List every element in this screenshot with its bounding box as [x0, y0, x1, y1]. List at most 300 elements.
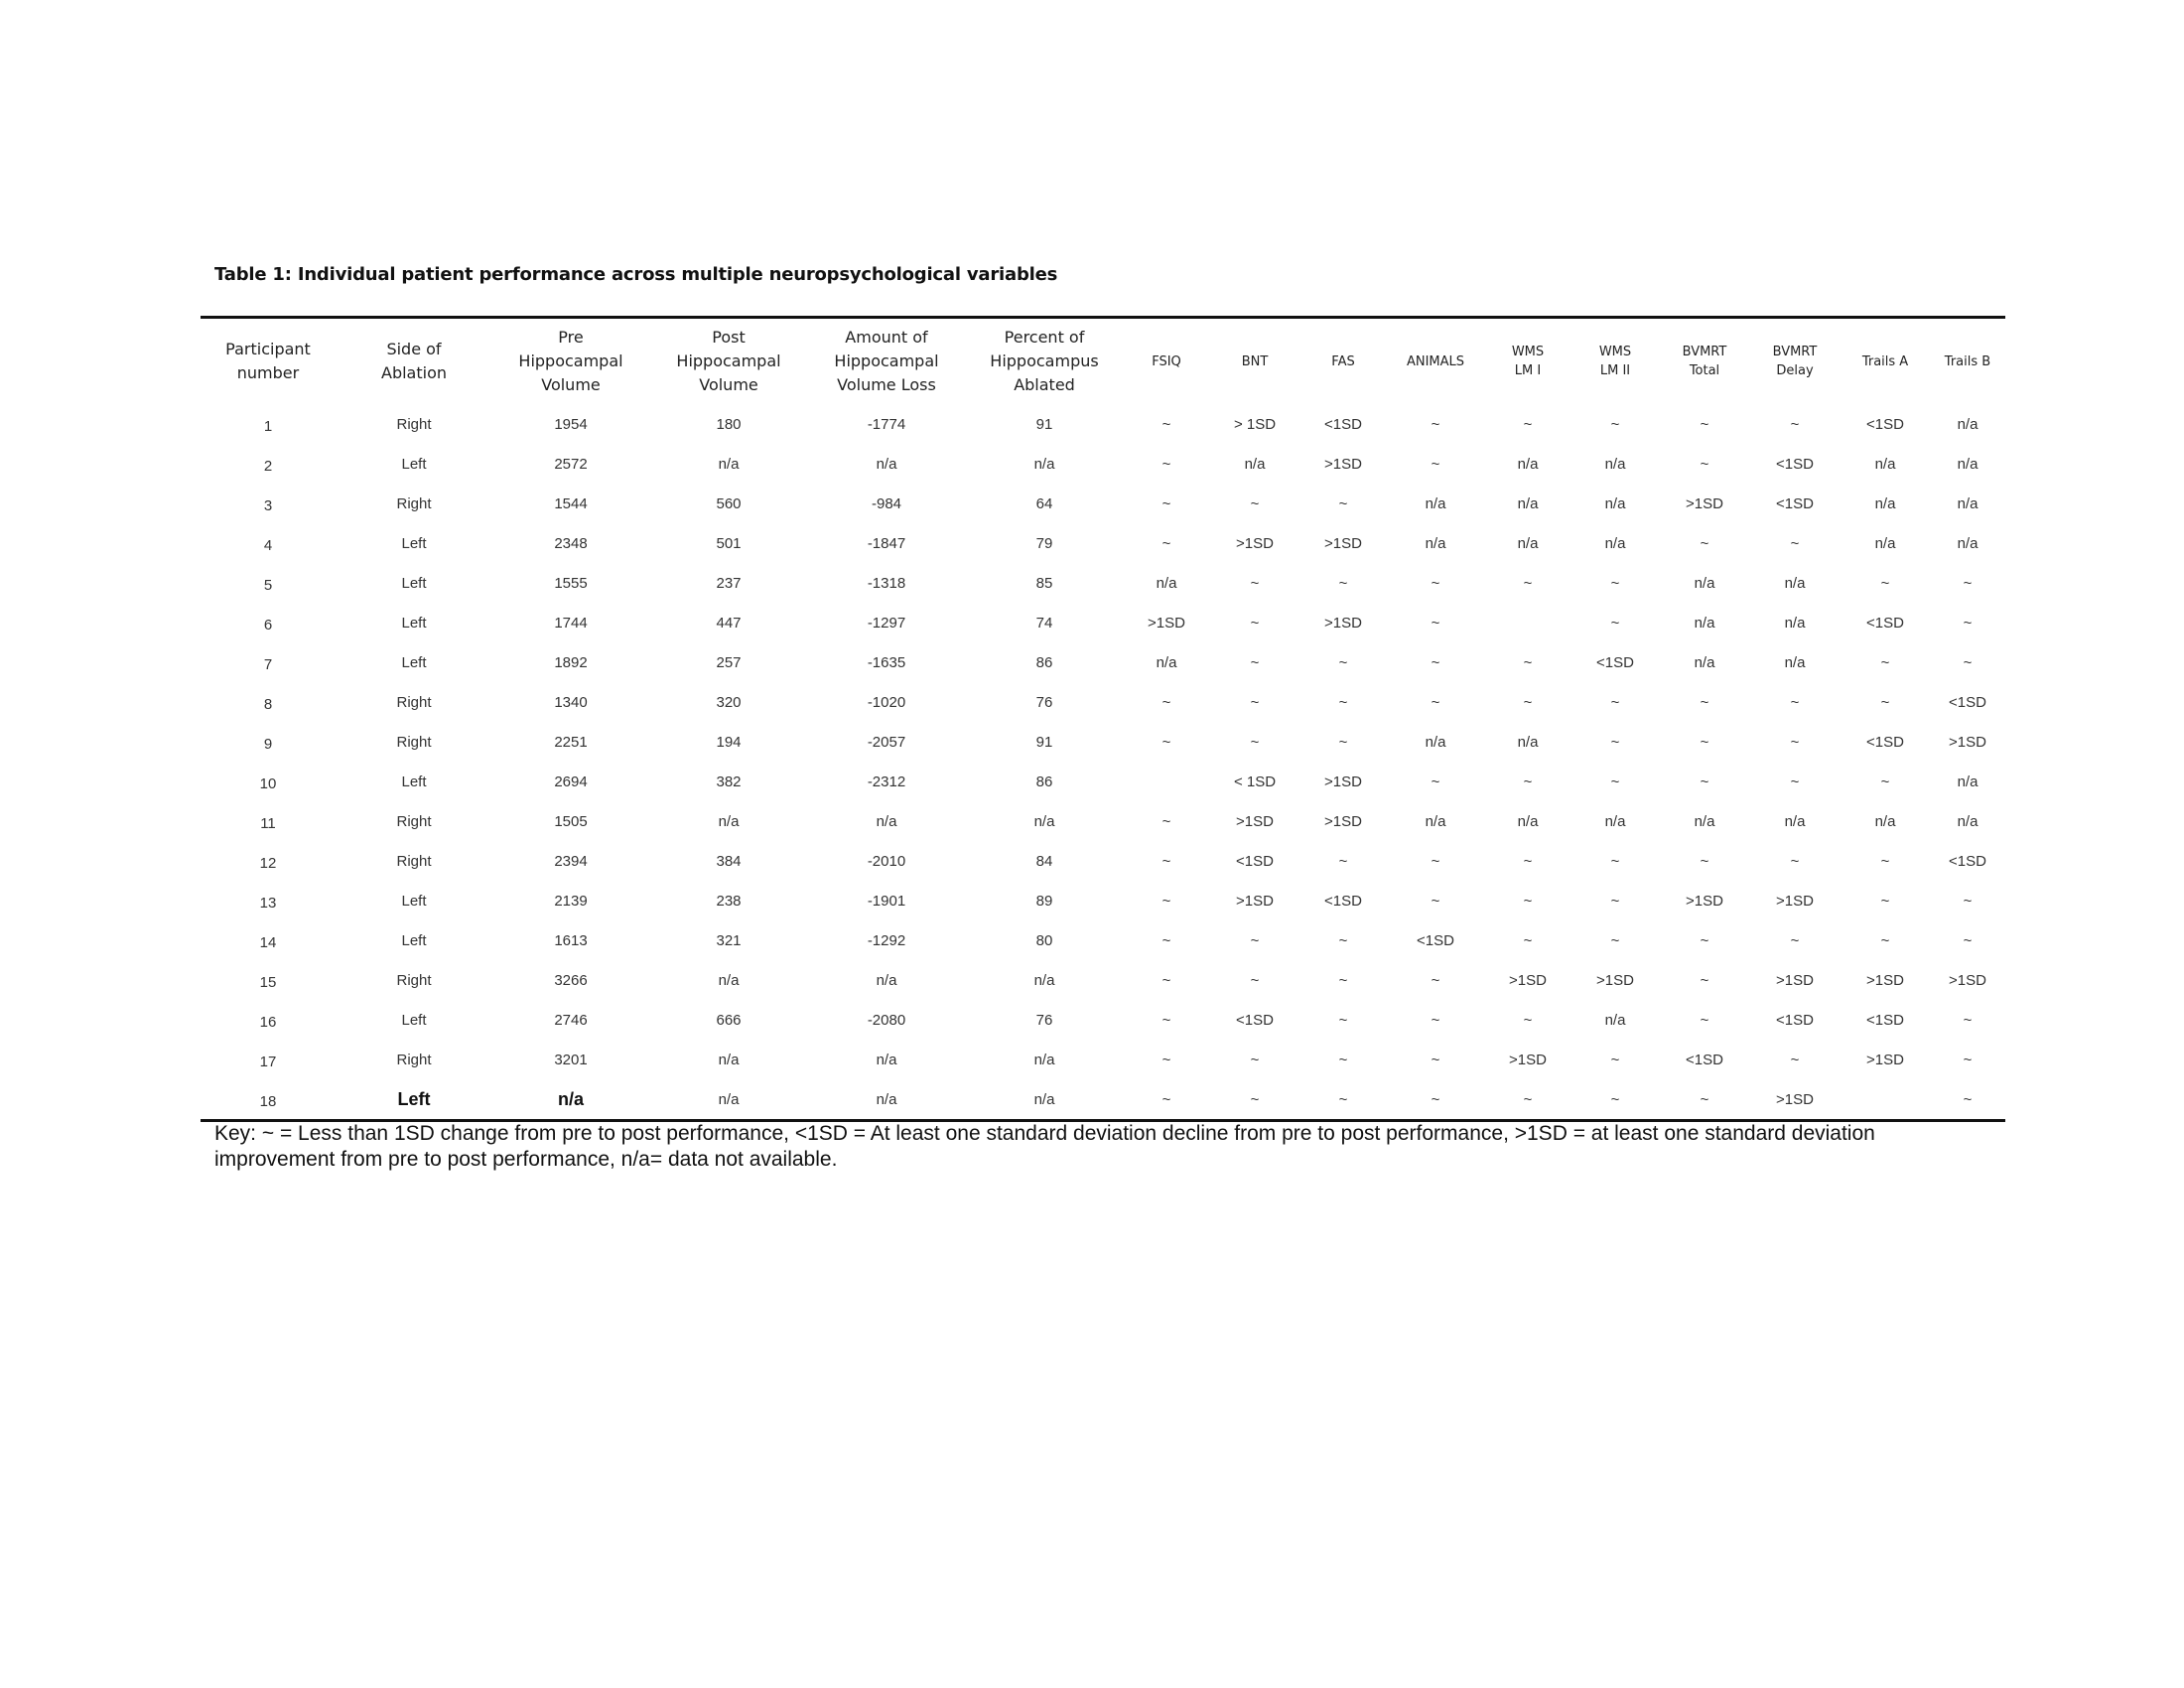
- column-header: BVMRT Delay: [1772, 345, 1818, 378]
- table-cell: -2010: [867, 852, 906, 870]
- table-row: [201, 563, 2005, 603]
- column-header: Pre Hippocampal Volume: [518, 328, 623, 394]
- table-cell: 3: [263, 496, 273, 514]
- table-cell: n/a: [1517, 494, 1539, 512]
- column-header: Trails B: [1944, 353, 1991, 369]
- table-cell: ~: [1161, 733, 1171, 751]
- table-cell: ~: [1431, 1090, 1440, 1108]
- table-cell: n/a: [1874, 494, 1896, 512]
- table-cell: >1SD: [1324, 812, 1362, 830]
- table-cell: <1SD: [1866, 733, 1904, 751]
- table-cell: 2694: [554, 773, 588, 790]
- table-row: [201, 682, 2005, 722]
- table-cell: <1SD: [1596, 653, 1634, 671]
- table-cell: n/a: [1957, 455, 1979, 473]
- table-cell: >1SD: [1236, 534, 1274, 552]
- table-cell: ~: [1161, 534, 1171, 552]
- column-header: FAS: [1331, 353, 1355, 369]
- table-cell: Left: [401, 1011, 427, 1029]
- table-cell: -1318: [867, 574, 906, 592]
- table-cell: n/a: [718, 971, 740, 989]
- table-cell: >1SD: [1324, 773, 1362, 790]
- table-cell: 84: [1035, 852, 1053, 870]
- table-cell: 382: [716, 773, 742, 790]
- column-header: FSIQ: [1152, 353, 1181, 369]
- table-cell: n/a: [1604, 534, 1626, 552]
- table-cell: ~: [1610, 852, 1620, 870]
- table-cell: 2: [263, 457, 273, 475]
- table-cell: ~: [1161, 494, 1171, 512]
- table-cell: ~: [1700, 1011, 1709, 1029]
- table-cell: ~: [1250, 1090, 1260, 1108]
- table-cell: n/a: [1517, 812, 1539, 830]
- table-cell: n/a: [1784, 574, 1806, 592]
- table-cell: ~: [1880, 653, 1890, 671]
- column-header: Percent of Hippocampus Ablated: [990, 328, 1099, 394]
- table-cell: ~: [1431, 773, 1440, 790]
- table-cell: >1SD: [1324, 614, 1362, 632]
- table-cell: 12: [259, 854, 277, 872]
- table-cell: 91: [1035, 733, 1053, 751]
- table-cell: ~: [1610, 931, 1620, 949]
- table-row: [201, 881, 2005, 920]
- table-row: [201, 1040, 2005, 1079]
- table-cell: Right: [396, 971, 432, 989]
- table-cell: -2312: [867, 773, 906, 790]
- table-cell: 560: [716, 494, 742, 512]
- table-cell: ~: [1250, 1051, 1260, 1068]
- table-cell: ~: [1610, 415, 1620, 433]
- table-cell: ~: [1700, 455, 1709, 473]
- table-cell: n/a: [1156, 653, 1177, 671]
- table-cell: n/a: [876, 1051, 897, 1068]
- table-row: [201, 603, 2005, 642]
- table-cell: Right: [396, 733, 432, 751]
- table-cell: ~: [1338, 494, 1348, 512]
- table-cell: n/a: [1957, 534, 1979, 552]
- table-cell: n/a: [876, 455, 897, 473]
- table-cell: 447: [716, 614, 742, 632]
- table-cell: n/a: [1033, 1051, 1055, 1068]
- table-cell: n/a: [1604, 1011, 1626, 1029]
- table-cell: >1SD: [1866, 1051, 1904, 1068]
- table-cell: -984: [871, 494, 902, 512]
- table-body: [201, 404, 2005, 1119]
- table-cell: ~: [1610, 773, 1620, 790]
- table-cell: ~: [1963, 1051, 1973, 1068]
- table-cell: n/a: [1517, 455, 1539, 473]
- table-cell: 384: [716, 852, 742, 870]
- table-cell: n/a: [1784, 653, 1806, 671]
- table-cell: n/a: [1694, 812, 1715, 830]
- table-cell: -1847: [867, 534, 906, 552]
- table-cell: ~: [1963, 614, 1973, 632]
- table-cell: -1635: [867, 653, 906, 671]
- table-row: [201, 801, 2005, 841]
- table-cell: ~: [1523, 892, 1533, 910]
- table-cell: ~: [1610, 892, 1620, 910]
- table-cell: ~: [1963, 653, 1973, 671]
- column-header: WMS LM I: [1511, 345, 1545, 378]
- table-cell: 1744: [554, 614, 588, 632]
- table-cell: Left: [401, 653, 427, 671]
- table-cell: ~: [1161, 693, 1171, 711]
- table-cell: ~: [1880, 931, 1890, 949]
- table-cell: ~: [1790, 733, 1800, 751]
- table-cell: ~: [1610, 574, 1620, 592]
- table-cell: ~: [1250, 733, 1260, 751]
- table-cell: 64: [1035, 494, 1053, 512]
- table-cell: [1124, 762, 1209, 801]
- table-header-row: [201, 319, 2005, 404]
- table-cell: ~: [1338, 931, 1348, 949]
- table-cell: ~: [1161, 1011, 1171, 1029]
- table-cell: 86: [1035, 653, 1053, 671]
- table-cell: ~: [1161, 455, 1171, 473]
- table-cell: >1SD: [1776, 1090, 1814, 1108]
- table-cell: n/a: [1033, 455, 1055, 473]
- table-cell: 3201: [554, 1051, 588, 1068]
- table-cell: n/a: [1957, 812, 1979, 830]
- table-cell: 16: [259, 1013, 277, 1031]
- table-cell: 2746: [554, 1011, 588, 1029]
- table-cell: n/a: [1156, 574, 1177, 592]
- table-cell: 194: [716, 733, 742, 751]
- table-cell: >1SD: [1949, 971, 1986, 989]
- table-cell: 8: [263, 695, 273, 713]
- table-cell: 14: [259, 933, 277, 951]
- table-cell: n/a: [876, 971, 897, 989]
- table-cell: n/a: [1784, 614, 1806, 632]
- table-cell: Right: [396, 494, 432, 512]
- table-cell: 15: [259, 973, 277, 991]
- table-cell: n/a: [1244, 455, 1266, 473]
- table-cell: 13: [259, 894, 277, 912]
- column-header: Side of Ablation: [381, 340, 447, 382]
- table-cell: n/a: [1033, 971, 1055, 989]
- table-cell: n/a: [1874, 812, 1896, 830]
- table-cell: -1020: [867, 693, 906, 711]
- table-cell: -2057: [867, 733, 906, 751]
- column-header: Participant number: [225, 340, 311, 382]
- table-cell: 85: [1035, 574, 1053, 592]
- table-cell: <1SD: [1866, 614, 1904, 632]
- table-cell: ~: [1338, 1011, 1348, 1029]
- table-cell: 86: [1035, 773, 1053, 790]
- table-cell: n/a: [1784, 812, 1806, 830]
- table-cell: 1613: [554, 931, 588, 949]
- table-cell: 1892: [554, 653, 588, 671]
- table-cell: ~: [1963, 1011, 1973, 1029]
- table-cell: ~: [1161, 852, 1171, 870]
- table-cell: ~: [1700, 534, 1709, 552]
- table-cell: ~: [1161, 971, 1171, 989]
- table-cell: ~: [1790, 1051, 1800, 1068]
- table-cell: ~: [1790, 773, 1800, 790]
- table-cell: ~: [1431, 574, 1440, 592]
- table-cell: n/a: [1957, 494, 1979, 512]
- table-cell: ~: [1523, 653, 1533, 671]
- table-cell: 1: [263, 417, 273, 435]
- table-cell: n/a: [1957, 415, 1979, 433]
- table-cell: >1SD: [1949, 733, 1986, 751]
- table-cell: <1SD: [1776, 494, 1814, 512]
- table-cell: 9: [263, 735, 273, 753]
- table-cell: ~: [1250, 693, 1260, 711]
- table-cell: >1SD: [1236, 812, 1274, 830]
- table-cell: Left: [401, 534, 427, 552]
- table-cell: Right: [396, 812, 432, 830]
- table-cell: 238: [716, 892, 742, 910]
- table-cell: -2080: [867, 1011, 906, 1029]
- table-cell: ~: [1431, 892, 1440, 910]
- table-cell: 320: [716, 693, 742, 711]
- table-cell: ~: [1161, 892, 1171, 910]
- table-cell: n/a: [718, 1090, 740, 1108]
- table-cell: ~: [1431, 852, 1440, 870]
- table-cell: Left: [401, 614, 427, 632]
- table-cell: ~: [1250, 653, 1260, 671]
- table-cell: ~: [1431, 971, 1440, 989]
- table-row: [201, 523, 2005, 563]
- table-cell: Left: [401, 574, 427, 592]
- table-cell: 79: [1035, 534, 1053, 552]
- table-cell: ~: [1790, 931, 1800, 949]
- table-cell: 1555: [554, 574, 588, 592]
- table-cell: ~: [1790, 693, 1800, 711]
- table-cell: n/a: [1517, 733, 1539, 751]
- column-header: WMS LM II: [1598, 345, 1632, 378]
- table-cell: -1292: [867, 931, 906, 949]
- table-cell: ~: [1431, 653, 1440, 671]
- table-cell: ~: [1880, 574, 1890, 592]
- table-cell: ~: [1161, 415, 1171, 433]
- table-cell: <1SD: [1866, 1011, 1904, 1029]
- table-cell: 76: [1035, 693, 1053, 711]
- table-cell: ~: [1700, 415, 1709, 433]
- table-cell: >1SD: [1776, 971, 1814, 989]
- table-cell: ~: [1431, 614, 1440, 632]
- table-cell: <1SD: [1776, 1011, 1814, 1029]
- table-cell: <1SD: [1324, 892, 1362, 910]
- table-cell: Right: [396, 693, 432, 711]
- table-cell: 18: [259, 1092, 277, 1110]
- table-cell: 2394: [554, 852, 588, 870]
- table-row: [201, 642, 2005, 682]
- table-cell: n/a: [1604, 494, 1626, 512]
- table-cell: 5: [263, 576, 273, 594]
- table-cell: ~: [1523, 1090, 1533, 1108]
- table-cell: >1SD: [1686, 494, 1723, 512]
- table-cell: >1SD: [1236, 892, 1274, 910]
- table-cell: ~: [1700, 852, 1709, 870]
- column-header: Trails A: [1861, 353, 1909, 369]
- table-cell: -1297: [867, 614, 906, 632]
- table-cell: n/a: [1425, 812, 1446, 830]
- table-cell: <1SD: [1776, 455, 1814, 473]
- column-header: Post Hippocampal Volume: [676, 328, 781, 394]
- table-cell: >1SD: [1324, 534, 1362, 552]
- table-cell: n/a: [1874, 455, 1896, 473]
- table-cell: ~: [1161, 1051, 1171, 1068]
- table-cell: ~: [1523, 574, 1533, 592]
- table-cell: ~: [1523, 1011, 1533, 1029]
- column-header: ANIMALS: [1406, 353, 1465, 369]
- table-cell: ~: [1700, 971, 1709, 989]
- table-cell: ~: [1963, 892, 1973, 910]
- table-row: [201, 484, 2005, 523]
- table-cell: n/a: [718, 812, 740, 830]
- table-cell: <1SD: [1236, 852, 1274, 870]
- table-cell: >1SD: [1509, 971, 1547, 989]
- table-cell: 321: [716, 931, 742, 949]
- table-cell: ~: [1161, 1090, 1171, 1108]
- table-cell: ~: [1431, 455, 1440, 473]
- table-cell: n/a: [1694, 574, 1715, 592]
- table-cell: ~: [1338, 1090, 1348, 1108]
- table-cell: ~: [1963, 1090, 1973, 1108]
- table-cell: ~: [1963, 574, 1973, 592]
- table-cell: 74: [1035, 614, 1053, 632]
- table-cell: 2348: [554, 534, 588, 552]
- table-cell: ~: [1880, 773, 1890, 790]
- table-cell: 3266: [554, 971, 588, 989]
- table-row: [201, 841, 2005, 881]
- table-cell: -1901: [867, 892, 906, 910]
- table-cell: Left: [401, 931, 427, 949]
- table-cell: ~: [1250, 574, 1260, 592]
- table-cell: ~: [1523, 852, 1533, 870]
- table-cell: ~: [1610, 733, 1620, 751]
- table-cell: ~: [1963, 931, 1973, 949]
- table-cell: n/a: [1517, 534, 1539, 552]
- table-cell: > 1SD: [1233, 415, 1277, 433]
- table-cell: >1SD: [1324, 455, 1362, 473]
- table-cell: 2572: [554, 455, 588, 473]
- table-row: [201, 1079, 2005, 1119]
- table-cell: ~: [1610, 614, 1620, 632]
- table-key: Key: ~ = Less than 1SD change from pre to post performance, <1SD = At least one standard deviation decline from pre to post performance, >1SD = at least one standard deviation improvement from pre to post performance, n/a= data not available.: [214, 1122, 1875, 1171]
- table-cell: Left: [401, 773, 427, 790]
- table-cell: ~: [1523, 693, 1533, 711]
- table-cell: <1SD: [1417, 931, 1454, 949]
- table-cell: 666: [716, 1011, 742, 1029]
- table-cell: ~: [1790, 415, 1800, 433]
- table-cell: 237: [716, 574, 742, 592]
- table-cell: [1841, 1079, 1930, 1119]
- table-cell: ~: [1700, 931, 1709, 949]
- table-cell: ~: [1250, 614, 1260, 632]
- table-cell: 1340: [554, 693, 588, 711]
- table-cell: n/a: [1425, 733, 1446, 751]
- table-cell: ~: [1161, 931, 1171, 949]
- table-cell: <1SD: [1949, 852, 1986, 870]
- table-cell: -1774: [867, 415, 906, 433]
- table-cell: n/a: [1874, 534, 1896, 552]
- table-cell: <1SD: [1686, 1051, 1723, 1068]
- column-header: BNT: [1241, 353, 1269, 369]
- table-cell: ~: [1250, 971, 1260, 989]
- table-cell: ~: [1431, 415, 1440, 433]
- table-cell: 4: [263, 536, 273, 554]
- table-title: Table 1: Individual patient performance across multiple neuropsychological variables: [214, 264, 1058, 285]
- table-cell: n/a: [1604, 455, 1626, 473]
- table-cell: ~: [1610, 693, 1620, 711]
- table-cell: ~: [1338, 733, 1348, 751]
- table-cell: 2139: [554, 892, 588, 910]
- table-cell: 7: [263, 655, 273, 673]
- table-cell: n/a: [876, 812, 897, 830]
- table-cell: ~: [1523, 773, 1533, 790]
- table-cell: n/a: [1604, 812, 1626, 830]
- table-row: [201, 444, 2005, 484]
- table-cell: Left: [401, 892, 427, 910]
- table-cell: ~: [1700, 773, 1709, 790]
- table-cell: 2251: [554, 733, 588, 751]
- table-cell: ~: [1700, 693, 1709, 711]
- table-cell: n/a: [1425, 534, 1446, 552]
- table-cell: ~: [1880, 892, 1890, 910]
- table-row: [201, 1000, 2005, 1040]
- table-cell: Right: [396, 1051, 432, 1068]
- table-cell: <1SD: [1949, 693, 1986, 711]
- table-cell: 10: [259, 774, 277, 792]
- table-cell: >1SD: [1866, 971, 1904, 989]
- table-cell: n/a: [1033, 812, 1055, 830]
- table-cell: 501: [716, 534, 742, 552]
- table-cell: Right: [396, 415, 432, 433]
- table-row: [201, 762, 2005, 801]
- table-cell: Left: [401, 455, 427, 473]
- table-cell: ~: [1250, 494, 1260, 512]
- table-cell: ~: [1250, 931, 1260, 949]
- table-cell: ~: [1880, 693, 1890, 711]
- table-cell: ~: [1338, 574, 1348, 592]
- table-cell: 1505: [554, 812, 588, 830]
- table-cell: ~: [1431, 693, 1440, 711]
- table-cell: <1SD: [1236, 1011, 1274, 1029]
- table-cell: 6: [263, 616, 273, 633]
- table-cell: >1SD: [1509, 1051, 1547, 1068]
- table-cell: ~: [1338, 693, 1348, 711]
- table-cell: >1SD: [1776, 892, 1814, 910]
- table-cell: ~: [1161, 812, 1171, 830]
- table-cell: ~: [1790, 852, 1800, 870]
- table-cell: ~: [1338, 852, 1348, 870]
- table-cell: ~: [1431, 1011, 1440, 1029]
- table-cell: ~: [1610, 1051, 1620, 1068]
- table-cell: 257: [716, 653, 742, 671]
- table-row: [201, 722, 2005, 762]
- table-cell: 89: [1035, 892, 1053, 910]
- table-cell: ~: [1523, 415, 1533, 433]
- table-cell: >1SD: [1148, 614, 1185, 632]
- table-cell: ~: [1700, 1090, 1709, 1108]
- table-cell: <1SD: [1866, 415, 1904, 433]
- table-cell: ~: [1338, 971, 1348, 989]
- table-cell: n/a: [557, 1088, 584, 1109]
- table-cell: Right: [396, 852, 432, 870]
- table-cell: ~: [1790, 534, 1800, 552]
- table-cell: n/a: [1694, 614, 1715, 632]
- table-cell: n/a: [1694, 653, 1715, 671]
- table-cell: ~: [1880, 852, 1890, 870]
- table-cell: 1544: [554, 494, 588, 512]
- table-cell: ~: [1431, 1051, 1440, 1068]
- table-cell: 180: [716, 415, 742, 433]
- table-cell: n/a: [1425, 494, 1446, 512]
- table-cell: 76: [1035, 1011, 1053, 1029]
